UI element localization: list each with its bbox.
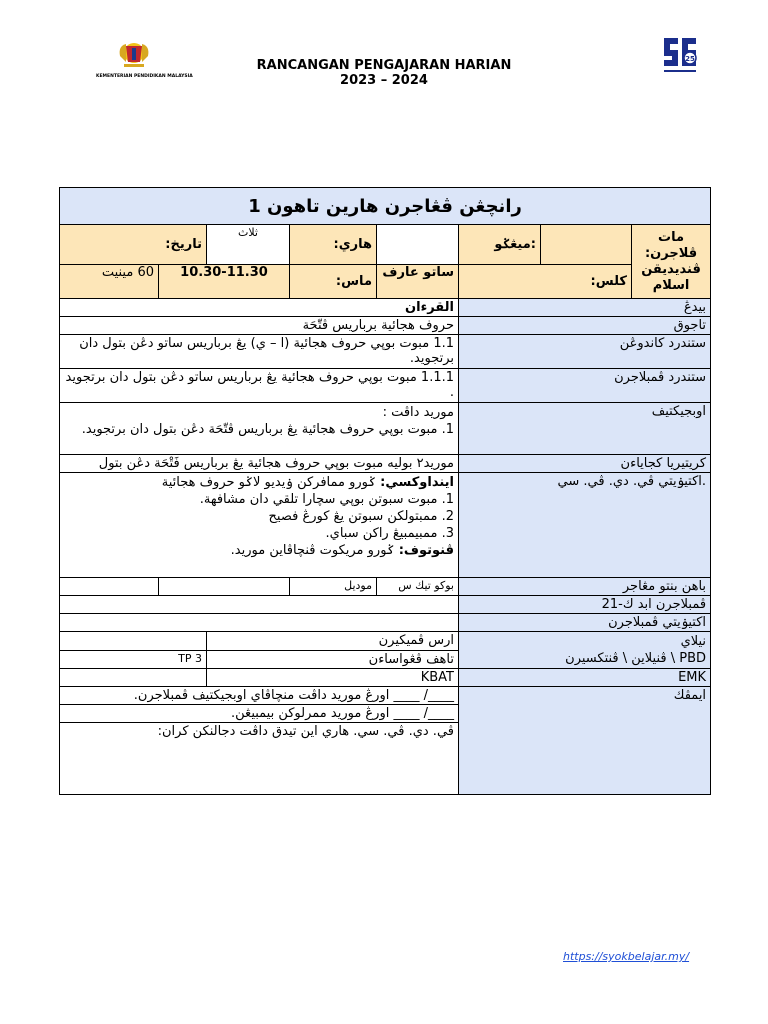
footer-link[interactable]: https://syokbelajar.my/: [563, 950, 690, 963]
tp-value: TP 3: [60, 650, 207, 669]
induksi-label: اينداوكسي:: [380, 475, 454, 490]
time-label: ماس:: [290, 265, 377, 299]
bahan-empty: [60, 578, 159, 596]
step-2: 2. ممبتولكن سبوتن يڠ كورڠ فصيح: [268, 509, 454, 524]
sk-label: ستندرد كاندوڠن: [459, 335, 711, 369]
sp-value: 1.1.1 مبوت بوپي حروف هجائية يڠ برباريس ساتو دڠن بتول دان برتجويد .: [60, 369, 459, 403]
bahan-model: موديل: [290, 578, 377, 596]
document-header: [200, 58, 568, 88]
aras-label: ارس ڤميكيرن: [207, 632, 459, 651]
impak-line-1: ____/ ____ اورڠ موريد داڤت منچاڤاي اوبجيكتيف ڤمبلاجرن.: [60, 687, 459, 705]
penutup-text: ݢورو مريكوت ڤنچاڤاين موريد.: [230, 543, 395, 558]
kriteria-value: موريد٢ بوليه مبوت بوپي حروف هجائية يڠ برباريس فَتْحَة دڠن بتول: [60, 455, 459, 473]
bahan-label: باهن بنتو مڠاجر: [459, 578, 711, 596]
svg-text:25: 25: [685, 55, 695, 63]
time-value: 10.30-11.30: [159, 265, 290, 299]
impak-label: ايمڤك: [459, 687, 711, 795]
step-3: 3. ممبيمبيڠ راكن سباي.: [325, 526, 454, 541]
bidang-value: القرءان: [60, 299, 459, 317]
class-value: ساتو عارف: [377, 265, 459, 299]
bidang-label: بيدڠ: [459, 299, 711, 317]
aktiviti-label: .اكتيۏيتي ڤي. دي. ڤي. سي: [459, 473, 711, 578]
sk-value: 1.1 مبوت بوپي حروف هجائية (ا – ي) يڠ برباريس ساتو دڠن بتول دان برتجويد.: [60, 335, 459, 369]
impak-line-2: ____/ ____ اورڠ موريد ممرلوكن بيمبيڠن.: [60, 705, 459, 723]
bahan-textbook: بوكو تيك س: [377, 578, 459, 596]
week-value: [541, 225, 632, 265]
nilai-label: نيلاي: [680, 634, 707, 649]
penutup-label: ڤنوتوف:: [398, 543, 454, 558]
induksi-text: ݢورو ممافركن ۏيديو لاݢو حروف هجائية: [161, 475, 377, 490]
nilai-pbd-label: [459, 632, 711, 669]
lesson-plan-table: [59, 187, 711, 795]
tajuk-value: حروف هجائية برباريس ڤتّحَة: [60, 317, 459, 335]
week-label: :ميڠݢو: [459, 225, 541, 265]
kpm-logo: [96, 38, 193, 84]
objective-line-2: 1. مبوت بوپي حروف هجائية يڠ برباريس ڤتّحَة دڠن بتول دان برتجويد.: [81, 422, 454, 437]
objective-line-1: موريد داڤت :: [382, 405, 454, 420]
table-title: رانچڠن ڤڠاجرن هارين تاهون 1: [60, 188, 711, 225]
pbd-label: PBD \ ڤنيلاين \ ڤنتكسيرن: [565, 651, 707, 666]
kbat-empty: [60, 669, 207, 687]
pab21-value: [60, 596, 459, 614]
document-title: RANCANGAN PENGAJARAN HARIAN: [256, 58, 512, 73]
objective-value: [60, 403, 459, 455]
day-value: [377, 225, 459, 265]
tajuk-label: تاجوق: [459, 317, 711, 335]
emk-label: EMK: [459, 669, 711, 687]
induksi-line: [64, 474, 454, 491]
pab21-label: ڤمبلاجرن ابد ك-21: [459, 596, 711, 614]
sp-label: ستندرد ڤمبلاجرن: [459, 369, 711, 403]
subject-label: مات ڤلاجرن: ڤنديديقن اسلام: [632, 225, 711, 299]
date-value: ثلاث: [207, 225, 290, 265]
kbat-value: KBAT: [207, 669, 459, 687]
bahan-empty-2: [159, 578, 290, 596]
objective-label: اوبجيكتيف: [459, 403, 711, 455]
document-year: 2023 – 2024: [340, 73, 428, 88]
logo-caption: KEMENTERIAN PENDIDIKAN MALAYSIA: [96, 74, 193, 79]
day-label: هاري:: [290, 225, 377, 265]
date-label: تاريخ:: [60, 225, 207, 265]
aktiviti-pemb-label: اكتيۏيتي ڤمبلاجرن: [459, 614, 711, 632]
tahap-label: تاهف ڤڠواساءن: [207, 650, 459, 669]
sk-logo: [660, 34, 700, 78]
aras-value: [60, 632, 207, 651]
impak-line-3: ڤي. دي. ڤي. سي. هاري اين تيدق داڤت دجالنكن كران:: [60, 723, 459, 795]
penutup-line: [64, 542, 454, 559]
duration-value: 60 مينيت: [60, 265, 159, 299]
aktiviti-pemb-value: [60, 614, 459, 632]
step-1: 1. مبوت سبوتن بوپي سچارا تلقي دان مشافهة.: [199, 492, 454, 507]
aktiviti-value: [60, 473, 459, 578]
class-label: كلس:: [459, 265, 632, 299]
kriteria-label: كريتيريا كجاياءن: [459, 455, 711, 473]
